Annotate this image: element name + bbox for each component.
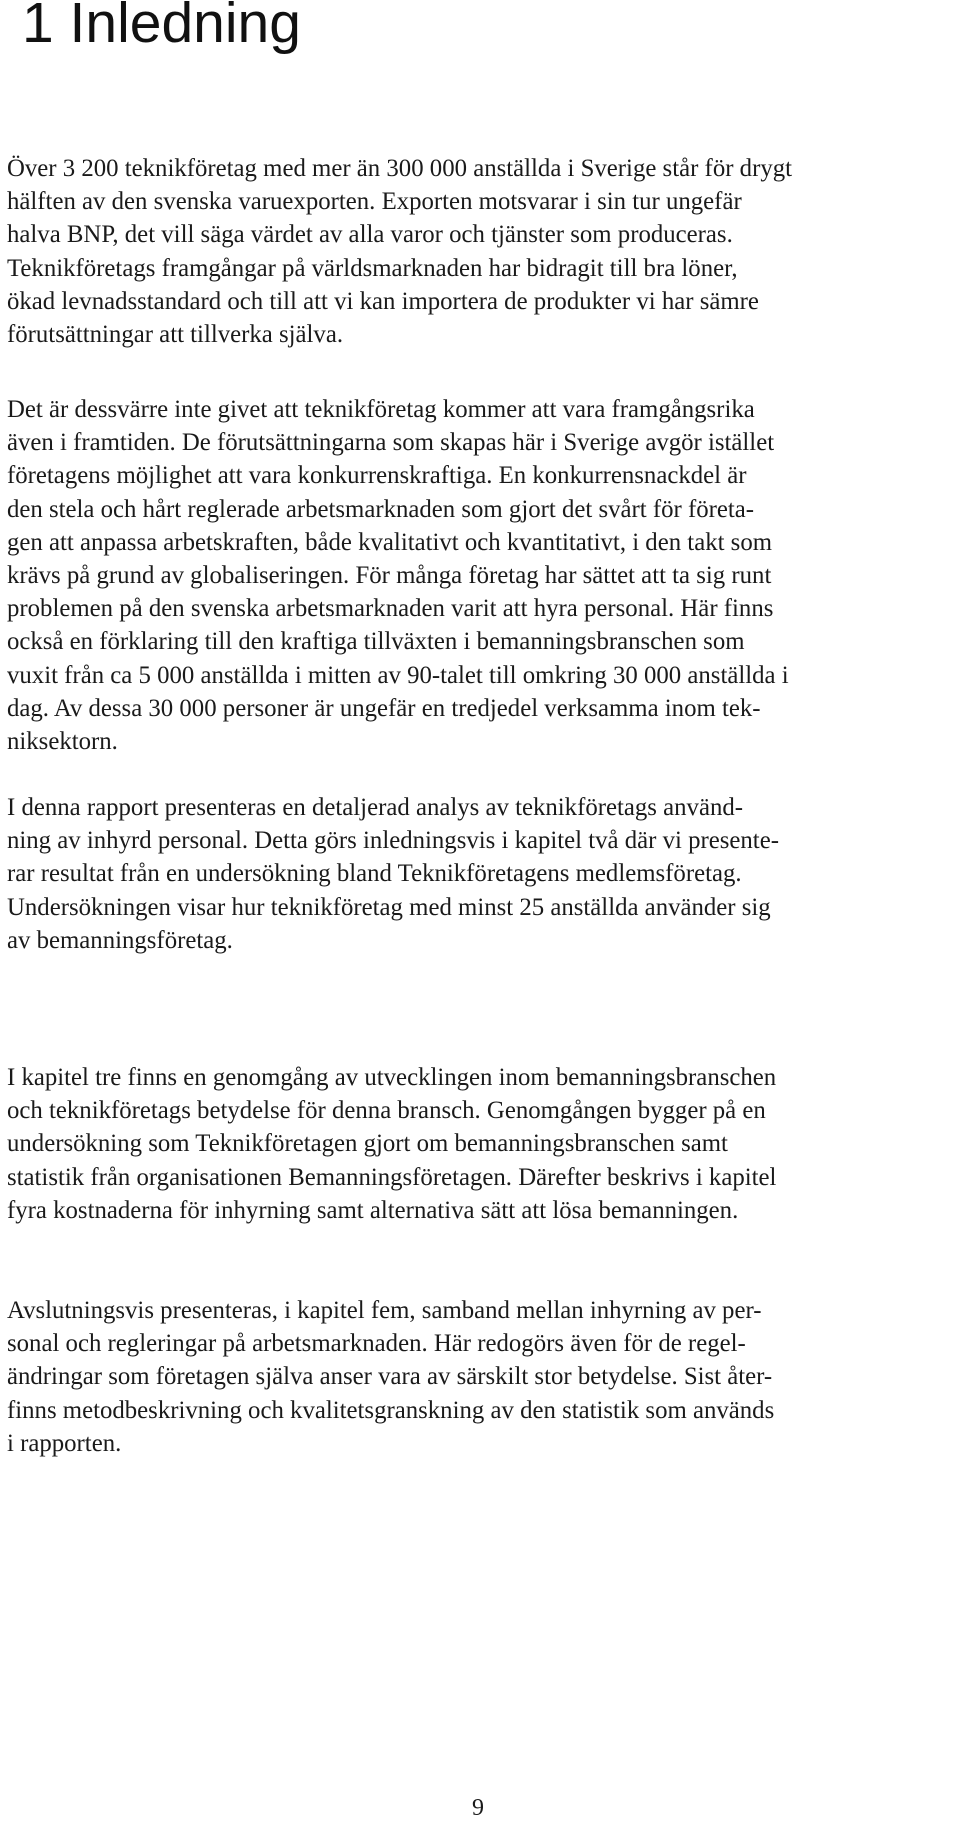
paragraph-line: ning av inhyrd personal. Detta görs inledningsvis i kapitel två där vi presente- xyxy=(7,827,779,855)
paragraph-line: vuxit från ca 5 000 anställda i mitten av 90-talet till omkring 30 000 anställda i xyxy=(7,661,789,689)
paragraph-line: Över 3 200 teknikföretag med mer än 300 000 anställda i Sverige står för drygt xyxy=(7,155,793,182)
paragraph-line: i rapporten. xyxy=(7,1429,122,1457)
paragraph-line: undersökning som Teknikföretagen gjort om bemanningsbranschen samt xyxy=(7,1130,728,1158)
paragraph-line: halva BNP, det vill säga värdet av alla varor och tjänster som produceras. xyxy=(7,221,733,249)
paragraph-line: Undersökningen visar hur teknikföretag med minst 25 anställda använder sig xyxy=(7,893,771,921)
paragraph-line: också en förklaring till den kraftiga tillväxten i bemanningsbranschen som xyxy=(7,628,745,656)
paragraph-conclusion xyxy=(7,1294,774,1460)
paragraph-line: sonal och regleringar på arbetsmarknaden. Här redogörs även för de regel- xyxy=(7,1330,746,1358)
paragraph-line: av bemanningsföretag. xyxy=(7,926,233,954)
paragraph-line: även i framtiden. De förutsättningarna som skapas här i Sverige avgör istället xyxy=(7,429,775,457)
paragraph-line: fyra kostnaderna för inhyrning samt alternativa sätt att lösa bemanningen. xyxy=(7,1196,739,1224)
paragraph-line: I denna rapport presenteras en detaljerad analys av teknikföretags använd- xyxy=(7,794,744,821)
paragraph-line: niksektorn. xyxy=(7,727,118,755)
paragraph-line: problemen på den svenska arbetsmarknaden varit att hyra personal. Här finns xyxy=(7,595,774,623)
paragraph-intro xyxy=(7,152,792,351)
paragraph-line: Teknikföretags framgångar på världsmarknaden har bidragit till bra löner, xyxy=(7,254,738,282)
paragraph-line: dag. Av dessa 30 000 personer är ungefär en tredjedel verksamma inom tek- xyxy=(7,694,761,722)
paragraph-line: I kapitel tre finns en genomgång av utvecklingen inom bemanningsbranschen xyxy=(7,1064,777,1091)
paragraph-line: och teknikföretags betydelse för denna bransch. Genomgången bygger på en xyxy=(7,1097,766,1125)
paragraph-line: krävs på grund av globaliseringen. För många företag har sättet att ta sig runt xyxy=(7,561,772,589)
paragraph-report-overview xyxy=(7,791,779,957)
paragraph-line: företagens möjlighet att vara konkurrenskraftiga. En konkurrensnackdel är xyxy=(7,462,747,490)
paragraph-line: hälften av den svenska varuexporten. Exporten motsvarar i sin tur ungefär xyxy=(7,188,742,216)
paragraph-line: Det är dessvärre inte givet att teknikföretag kommer att vara framgångsrika xyxy=(7,396,755,423)
paragraph-line: statistik från organisationen Bemanningsföretagen. Därefter beskrivs i kapitel xyxy=(7,1163,777,1191)
paragraph-line: ökad levnadsstandard och till att vi kan importera de produkter vi har sämre xyxy=(7,287,759,315)
paragraph-chapter-three xyxy=(7,1061,776,1227)
paragraph-competitiveness xyxy=(7,393,789,758)
paragraph-line: ändringar som företagen själva anser vara av särskilt stor betydelse. Sist åter- xyxy=(7,1363,773,1391)
page-number xyxy=(0,1794,960,1822)
paragraph-line: rar resultat från en undersökning bland Teknikföretagens medlemsföretag. xyxy=(7,860,742,888)
paragraph-line: gen att anpassa arbetskraften, både kvalitativt och kvantitativt, i den takt som xyxy=(7,528,773,556)
page-number-text: 9 xyxy=(472,1795,484,1821)
chapter-title: 1 Inledning xyxy=(22,0,301,55)
paragraph-line: förutsättningar att tillverka själva. xyxy=(7,320,344,348)
paragraph-line: Avslutningsvis presenteras, i kapitel fem, samband mellan inhyrning av per- xyxy=(7,1297,762,1324)
paragraph-line: finns metodbeskrivning och kvalitetsgranskning av den statistik som används xyxy=(7,1396,775,1424)
paragraph-line: den stela och hårt reglerade arbetsmarknaden som gjort det svårt för företa- xyxy=(7,495,755,523)
